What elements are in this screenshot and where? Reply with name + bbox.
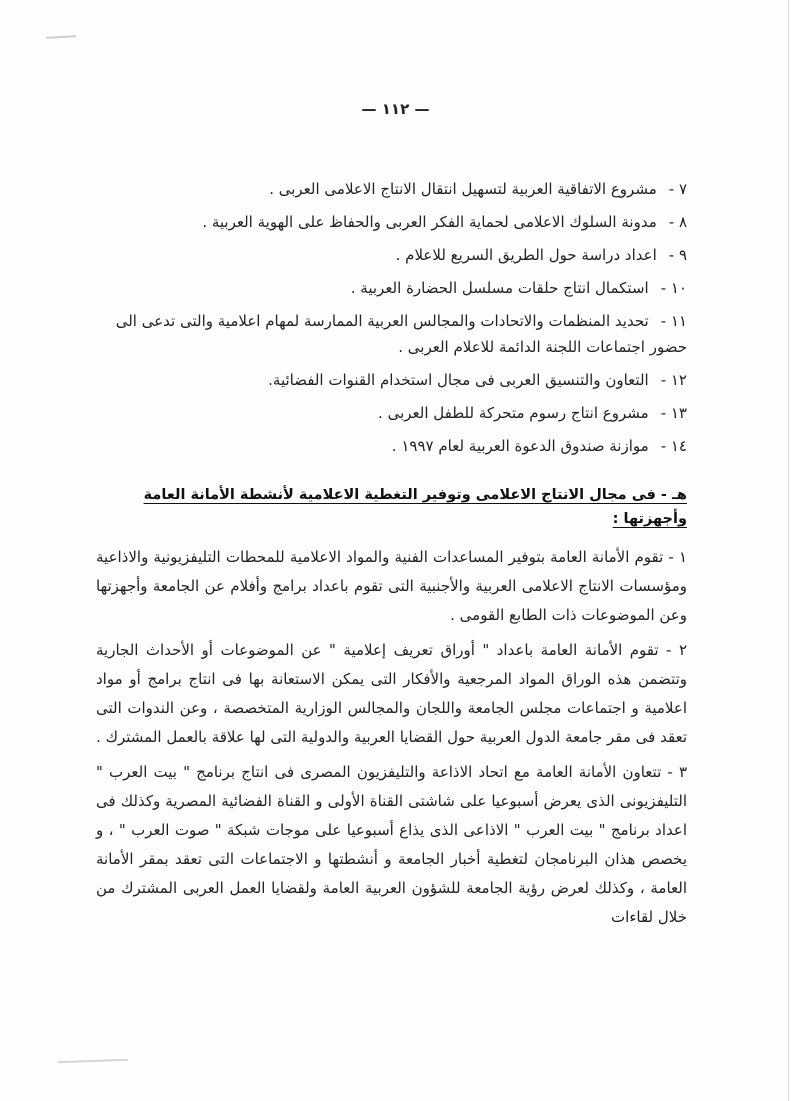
list-item	[96, 176, 687, 202]
list-item-text: تحديد المنظمات والاتحادات والمجالس العربية الممارسة لمهام اعلامية والتى تدعى الى حضور اجتماعات اللجنة الدائمة للاعلام العربى .	[115, 312, 687, 356]
list-item-text: مدونة السلوك الاعلامى لحماية الفكر العربى والحفاظ على الهوية العربية .	[202, 213, 657, 231]
paragraph-1: ١ - تقوم الأمانة العامة بتوفير المساعدات الفنية والمواد الاعلامية للمحطات التليفزيونية والاذاعية ومؤسسات الانتاج الاعلامى العربية والأجنبية التى تقوم باعداد برامج وأفلام عن الجامعة وأجهزتها وعن الموضوعات ذات الطابع القومى .	[96, 548, 687, 624]
list-item-number: ٧ -	[668, 180, 687, 198]
scan-artifact-bottom-left	[58, 1059, 128, 1063]
paragraph-2: ٢ - تقوم الأمانة العامة باعداد " أوراق تعريف إعلامية " عن الموضوعات أو الأحداث الجارية وتتضمن هذه الوراق المواد المرجعية والأفكار التى يمكن الاستعانة بها فى انتاج برامج أو مواد اعلامية و اجتماعات مجلس الجامعة واللجان والمجالس الوزارية المتخصصة ، وعن الندوات التى تعقد فى مقر جامعة الدول العربية حول القضايا العربية والدولية التى لها علاقة بالعمل المشترك .	[96, 641, 687, 746]
scan-artifact-right-edge	[788, 0, 789, 1101]
list-item	[96, 275, 687, 301]
list-item	[96, 308, 687, 360]
list-item	[96, 433, 687, 459]
list-item-text: مشروع انتاج رسوم متحركة للطفل العربى .	[378, 404, 649, 422]
list-item-text: التعاون والتنسيق العربى فى مجال استخدام القنوات الفضائية.	[268, 371, 649, 389]
list-item-number: ٩ -	[668, 246, 687, 264]
list-item-text: اعداد دراسة حول الطريق السريع للاعلام .	[395, 246, 657, 264]
list-item	[96, 209, 687, 235]
page-content	[0, 176, 791, 932]
list-item-text: مشروع الاتفاقية العربية لتسهيل انتقال الانتاج الاعلامى العربى .	[269, 180, 657, 198]
numbered-list	[96, 176, 687, 459]
list-item-number: ١٤ -	[660, 437, 687, 455]
list-item	[96, 400, 687, 426]
list-item	[96, 367, 687, 393]
list-item-number: ١١ -	[660, 312, 687, 330]
page-number: — ١١٢ —	[361, 100, 430, 118]
list-item	[96, 242, 687, 268]
list-item-number: ١٢ -	[660, 371, 687, 389]
list-item-text: موازنة صندوق الدعوة العربية لعام ١٩٩٧ .	[391, 437, 649, 455]
section-heading: هـ - فى مجال الانتاج الاعلامى وتوفير التغطية الاعلامية لأنشطة الأمانة العامة وأجهزتها :	[143, 487, 687, 527]
list-item-text: استكمال انتاج حلقات مسلسل الحضارة العربية .	[350, 279, 649, 297]
list-item-number: ١٠ -	[660, 279, 687, 297]
list-item-number: ١٣ -	[660, 404, 687, 422]
list-item-number: ٨ -	[668, 213, 687, 231]
paragraph-3: ٣ - تتعاون الأمانة العامة مع اتحاد الاذاعة والتليفزيون المصرى فى انتاج برنامج " بيت العرب " التليفزيونى الذى يعرض أسبوعيا على شاشتى القناة الأولى و القناة الفضائية المصرية وكذلك فى اعداد برنامج " بيت العرب " الاذاعى الذى يذاع أسبوعيا على موجات شبكة " صوت العرب " ، و يخصص هذان البرنامجان لتغطية أخبار الجامعة و أنشطتها و الاجتماعات التى تعقد بمقر الأمانة العامة ، وكذلك لعرض رؤية الجامعة للشؤون العربية العامة ولقضايا العمل العربى المشترك من خلال لقاءات	[96, 763, 687, 926]
